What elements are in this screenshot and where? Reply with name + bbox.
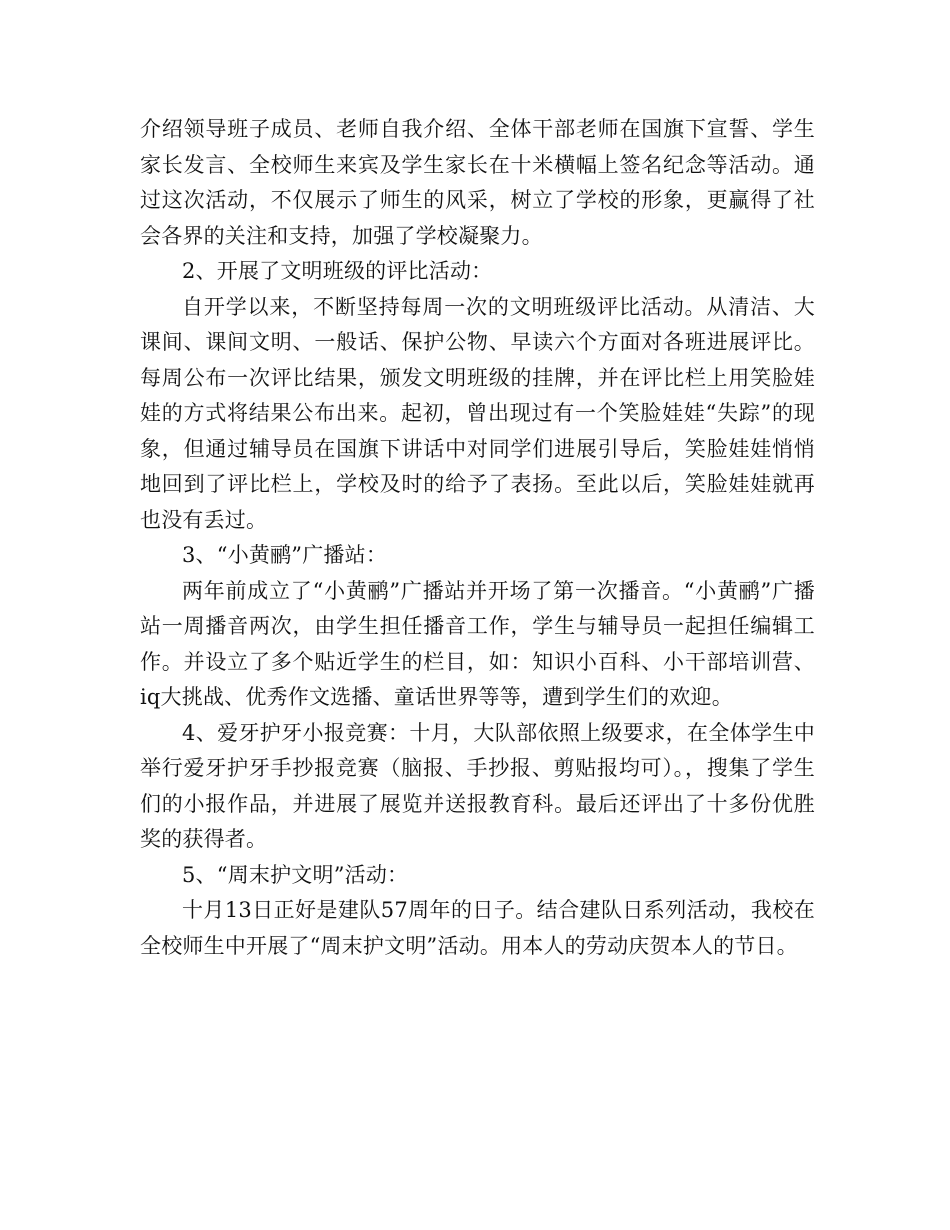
paragraph-weekend-civility: 十月13日正好是建队57周年的日子。结合建队日系列活动，我校在全校师生中开展了“周末护文明”活动。用本人的劳动庆贺本人的节日。 bbox=[140, 898, 815, 958]
paragraph-opening-activities: 介绍领导班子成员、老师自我介绍、全体干部老师在国旗下宣誓、学生家长发言、全校师生来宾及学生家长在十米横幅上签名纪念等活动。通过这次活动，不仅展示了师生的风采，树立了学校的形象，更赢得了社会各界的关注和支持，加强了学校凝聚力。 bbox=[140, 117, 815, 248]
heading-broadcast-station: 3、“小黄鹂”广播站： bbox=[182, 543, 388, 567]
heading-weekend-civility: 5、“周末护文明”活动： bbox=[182, 862, 409, 887]
paragraph-civilized-class: 自开学以来，不断坚持每周一次的文明班级评比活动。从清洁、大课间、课间文明、一般话、保护公物、早读六个方面对各班进展评比。每周公布一次评比结果，颁发文明班级的挂牌，并在评比栏上用笑脸娃娃的方式将结果公布出来。起初，曾出现过有一个笑脸娃娃“失踪”的现象，但通过辅导员在国旗下讲话中对同学们进展引导后，笑脸娃娃悄悄地回到了评比栏上，学校及时的给予了表扬。至此以后，笑脸娃娃就再也没有丢过。 bbox=[140, 294, 815, 532]
paragraph-tooth-care-contest: 4、爱牙护牙小报竞赛：十月，大队部依照上级要求，在全体学生中举行爱牙护牙手抄报竞赛（脑报、手抄报、剪贴报均可）。，搜集了学生们的小报作品，并进展了展览并送报教育科。最后还评出了十多份优胜奖的获得者。 bbox=[140, 720, 815, 851]
heading-civilized-class: 2、开展了文明班级的评比活动： bbox=[182, 259, 493, 283]
paragraph-broadcast-station: 两年前成立了“小黄鹂”广播站并开场了第一次播音。“小黄鹂”广播站一周播音两次，由学生担任播音工作，学生与辅导员一起担任编辑工作。并设立了多个贴近学生的栏目，如：知识小百科、小干部培训营、iq大挑战、优秀作文选播、童话世界等等，遭到学生们的欢迎。 bbox=[140, 578, 815, 709]
document-body bbox=[140, 112, 815, 964]
